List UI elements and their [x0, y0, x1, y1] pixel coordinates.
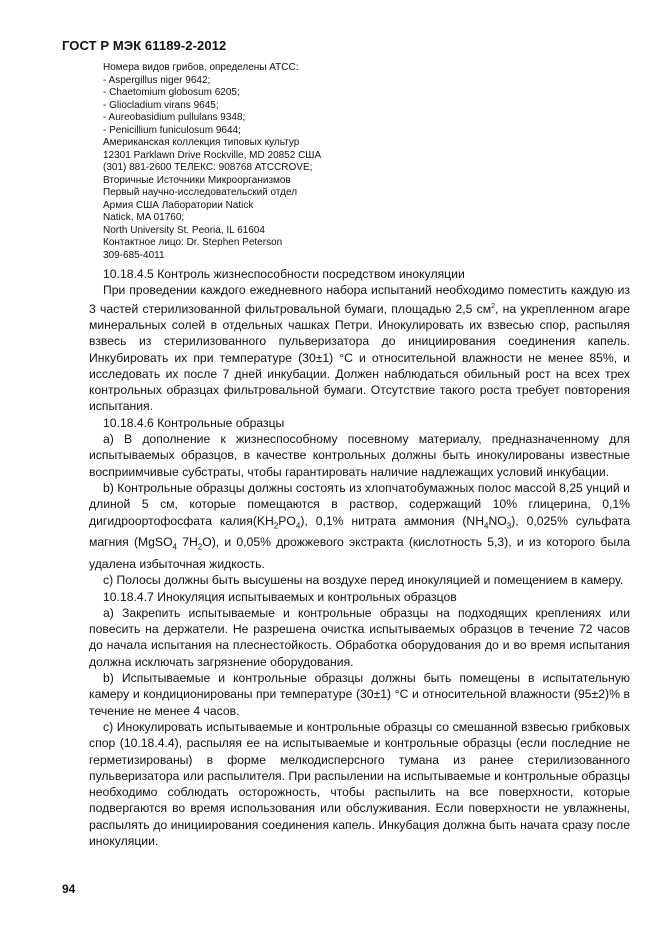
- reference-line: - Aspergillus niger 9642;: [103, 74, 211, 86]
- paragraph-text: ), 0,1% нитрата аммония (NH: [300, 513, 485, 528]
- paragraph-text: При проведении каждого ежедневного набора испытаний необходимо поместить каждую из 3 частей стерилизованной фильтровальной бумаги, площадью 2,5 см: [89, 283, 630, 316]
- reference-line: - Gliocladium virans 9645;: [103, 99, 219, 111]
- document-body: [89, 266, 630, 849]
- paragraph-text: O), и 0,05% дрожжевого экстракта (кислотность 5,3), и из которого была удалена избыточная жидкость.: [89, 535, 630, 571]
- reference-line: Natick, MA 01760;: [103, 212, 185, 223]
- paragraph-text: PO: [278, 513, 296, 528]
- paragraph-text: ), 0,025% сульфата магния (MgSO: [89, 513, 630, 550]
- paragraph: а) Закрепить испытываемые и контрольные образцы на подходящих креплениях или повесить на держатели. Не разрешена очистка испытываемых образцов в течение 72 часов до начала испытания на плеснестойкость. Обработка оборудования до и во время испытания должна исключать загрязнение оборудования.: [89, 605, 630, 669]
- reference-list: [103, 62, 623, 262]
- reference-line: - Penicillium funiculosum 9644;: [103, 124, 241, 136]
- paragraph: b) Испытываемые и контрольные образцы должны быть помещены в испытательную камеру и кондиционированы при температуре (30±1) °С и относительной влажности (95±2)% в течение не менее 4 часов.: [89, 671, 630, 718]
- section-heading: 10.18.4.5 Контроль жизнеспособности посредством инокуляции: [103, 267, 465, 281]
- paragraph-text: b) Контрольные образцы должны состоять из хлопчатобумажных полос массой 8,25 унций и длиной 5 см, которые помещаются в раствор, содержащий 10% глицерина, 0,1% дигидроортофосфата калия(KH: [89, 480, 630, 528]
- paragraph-text: 7H: [177, 535, 198, 550]
- reference-line: Американская коллекция типовых культур: [103, 137, 300, 148]
- reference-line: North University St. Peoria, IL 61604: [103, 224, 265, 236]
- reference-line: 309-685-4011: [103, 249, 165, 261]
- reference-line: Номера видов грибов, определены АТСС:: [103, 62, 299, 73]
- paragraph-text: , на укрепленном агаре минеральных солей в отдельных чашках Петри. Инокулировать их взвесью спор, распыляя взвесь из стерилизованного пульверизатора до инициирования соединения капель. Инкубировать их при температуре (30±1) °С и относительной влажности не менее 85%, и исследовать их после 7 дней инкубации. Должен наблюдаться обильный рост на всех трех контрольных образцах фильтровальной бумаги. Отсутствие такого роста требует повторения испытания.: [89, 301, 630, 414]
- document-header: ГОСТ Р МЭК 61189-2-2012: [62, 38, 227, 53]
- reference-line: 12301 Parklawn Drive Rockville, MD 20852 США: [103, 149, 322, 161]
- paragraph: [89, 480, 630, 572]
- reference-line: (301) 881-2600 ТЕЛЕКС: 908768 ATCCROVE;: [103, 162, 313, 173]
- subscript: 3: [506, 520, 512, 530]
- paragraph: [89, 282, 630, 414]
- section-heading: 10.18.4.7 Инокуляция испытываемых и контрольных образцов: [103, 589, 457, 604]
- subscript: 4: [172, 542, 177, 552]
- subscript: 2: [197, 542, 203, 552]
- paragraph: с) Полосы должны быть высушены на воздухе перед инокуляцией и помещением в камеру.: [103, 573, 624, 588]
- subscript: 4: [295, 520, 301, 530]
- reference-line: Армия США Лаборатории Natick: [103, 199, 254, 211]
- page-number: 94: [62, 882, 76, 896]
- reference-line: Контактное лицо: Dr. Stephen Peterson: [103, 237, 283, 248]
- subscript: 4: [484, 520, 489, 530]
- paragraph-text: NO: [488, 513, 507, 528]
- reference-line: - Aureobasidium pullulans 9348;: [103, 112, 246, 123]
- subscript: 2: [273, 520, 279, 530]
- section-heading: 10.18.4.6 Контрольные образцы: [103, 415, 285, 430]
- reference-line: Вторичные Источники Микроорганизмов: [103, 174, 291, 186]
- superscript: 2: [491, 302, 496, 310]
- reference-line: Первый научно-исследовательский отдел: [103, 187, 298, 198]
- reference-line: - Chaetomium globosum 6205;: [103, 87, 240, 98]
- paragraph: с) Инокулировать испытываемые и контрольные образцы со смешанной взвесью грибковых спор (10.18.4.4), распыляя ее на испытываемые и контрольные образцы (если последние не герметизированы) в форме мелкодисперсного тумана из ранее стерилизованного пульверизатора или распылителя. При распылении на испытываемые и контрольные образцы необходимо соблюдать осторожность, чтобы распылить на все поверхности, которые подвергаются во время использования или обслуживания. Если поверхности не увлажнены, распылять до инициирования соединения капель. Инкубация должна быть начата сразу после инокуляции.: [89, 719, 630, 849]
- paragraph: а) В дополнение к жизнеспособному посевному материалу, предназначенному для испытываемых образцов, в качестве контрольных должны быть инокулированы известные восприимчивые субстраты, чтобы гарантировать наличие надлежащих условий инкубации.: [89, 432, 630, 479]
